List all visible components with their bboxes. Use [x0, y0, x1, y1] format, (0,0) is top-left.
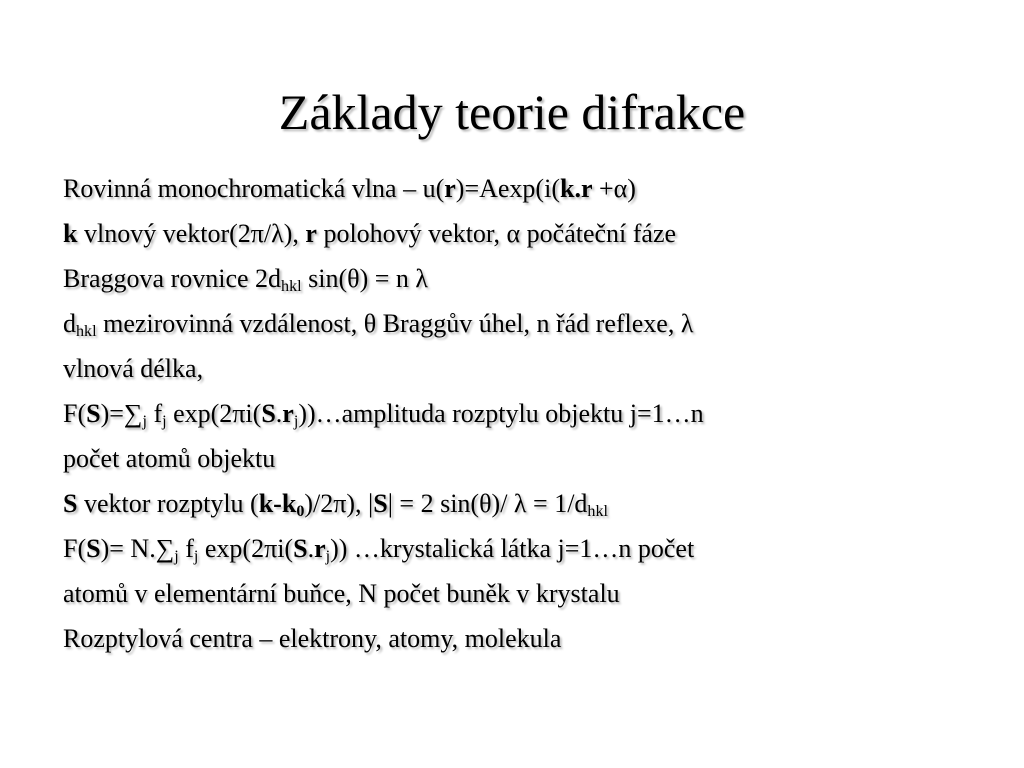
text-run: ))…amplituda rozptylu objektu j=1…n [298, 399, 704, 428]
subscript: hkl [281, 278, 302, 296]
text-run: exp(2πi( [198, 534, 294, 563]
text-line-bragg-equation [63, 256, 963, 301]
subscript: j [162, 413, 167, 431]
vector-r: r [282, 399, 294, 428]
text-run: F( [63, 534, 87, 563]
vector-s: S [63, 489, 78, 518]
text-run: )=∑ [100, 399, 143, 428]
text-run: )=Aexp(i( [455, 174, 560, 203]
text-line-plane-wave [63, 166, 963, 211]
text-run: )) …krystalická látka j=1…n počet [330, 534, 695, 563]
text-run: +α) [592, 174, 636, 203]
text-run: )/2π), | [304, 489, 374, 518]
vector-r: r [314, 534, 326, 563]
text-line-wave-vector [63, 211, 963, 256]
subscript: j [293, 413, 299, 431]
text-run: f [178, 534, 194, 563]
vector-s: S [373, 489, 388, 518]
subscript: hkl [587, 503, 609, 521]
text-run: Rozptylová centra – elektrony, atomy, molekula [63, 624, 562, 653]
text-run: exp(2πi( [166, 399, 262, 428]
text-run: polohový vektor, α počáteční fáze [316, 219, 677, 248]
text-run: mezirovinná vzdálenost, θ Braggův úhel, n řád reflexe, λ [96, 309, 694, 338]
text-line-unit-cell [63, 571, 963, 616]
vector-k0: k [281, 489, 297, 518]
text-line-scattering-centers [63, 616, 963, 661]
subscript: j [174, 548, 179, 566]
text-run: atomů v elementární buňce, N počet buněk v krystalu [63, 579, 620, 608]
slide-title: Základy teorie difrakce [278, 84, 746, 140]
subscript: 0 [296, 503, 305, 521]
text-run: vlnový vektor(2π/λ), [77, 219, 306, 248]
text-run: f [146, 399, 163, 428]
vector-k: k [63, 219, 78, 248]
vector-r: r [444, 174, 456, 203]
text-line-crystal-amplitude [63, 526, 963, 571]
text-run: vlnová délka, [63, 354, 204, 383]
vector-k-dot-r: k.r [559, 174, 593, 203]
text-line-wavelength [63, 346, 963, 391]
vector-s: S [261, 399, 276, 428]
text-line-bragg-terms [63, 301, 963, 346]
text-run: )= N.∑ [100, 534, 175, 563]
vector-s: S [86, 399, 101, 428]
text-run: . [275, 399, 283, 428]
subscript: hkl [76, 323, 97, 341]
vector-k: k [258, 489, 274, 518]
vector-s: S [293, 534, 308, 563]
subscript: j [193, 548, 199, 566]
text-line-amplitude [63, 391, 963, 436]
text-run: F( [63, 399, 87, 428]
slide-body [63, 166, 963, 661]
subscript: j [142, 413, 147, 431]
text-run: | = 2 sin(θ)/ λ = 1/d [387, 489, 588, 518]
vector-s: S [86, 534, 101, 563]
text-run: d [63, 309, 76, 338]
text-run: . [307, 534, 315, 563]
text-line-atom-count [63, 436, 963, 481]
text-run: Braggova rovnice 2d [63, 264, 282, 293]
text-line-scattering-vector [63, 481, 963, 526]
text-run: počet atomů objektu [63, 444, 276, 473]
text-run: vektor rozptylu ( [77, 489, 259, 518]
text-run: sin(θ) = n λ [301, 264, 429, 293]
subscript: j [325, 548, 331, 566]
vector-r: r [305, 219, 317, 248]
text-run: Rovinná monochromatická vlna – u( [63, 174, 445, 203]
text-run: - [273, 489, 282, 518]
